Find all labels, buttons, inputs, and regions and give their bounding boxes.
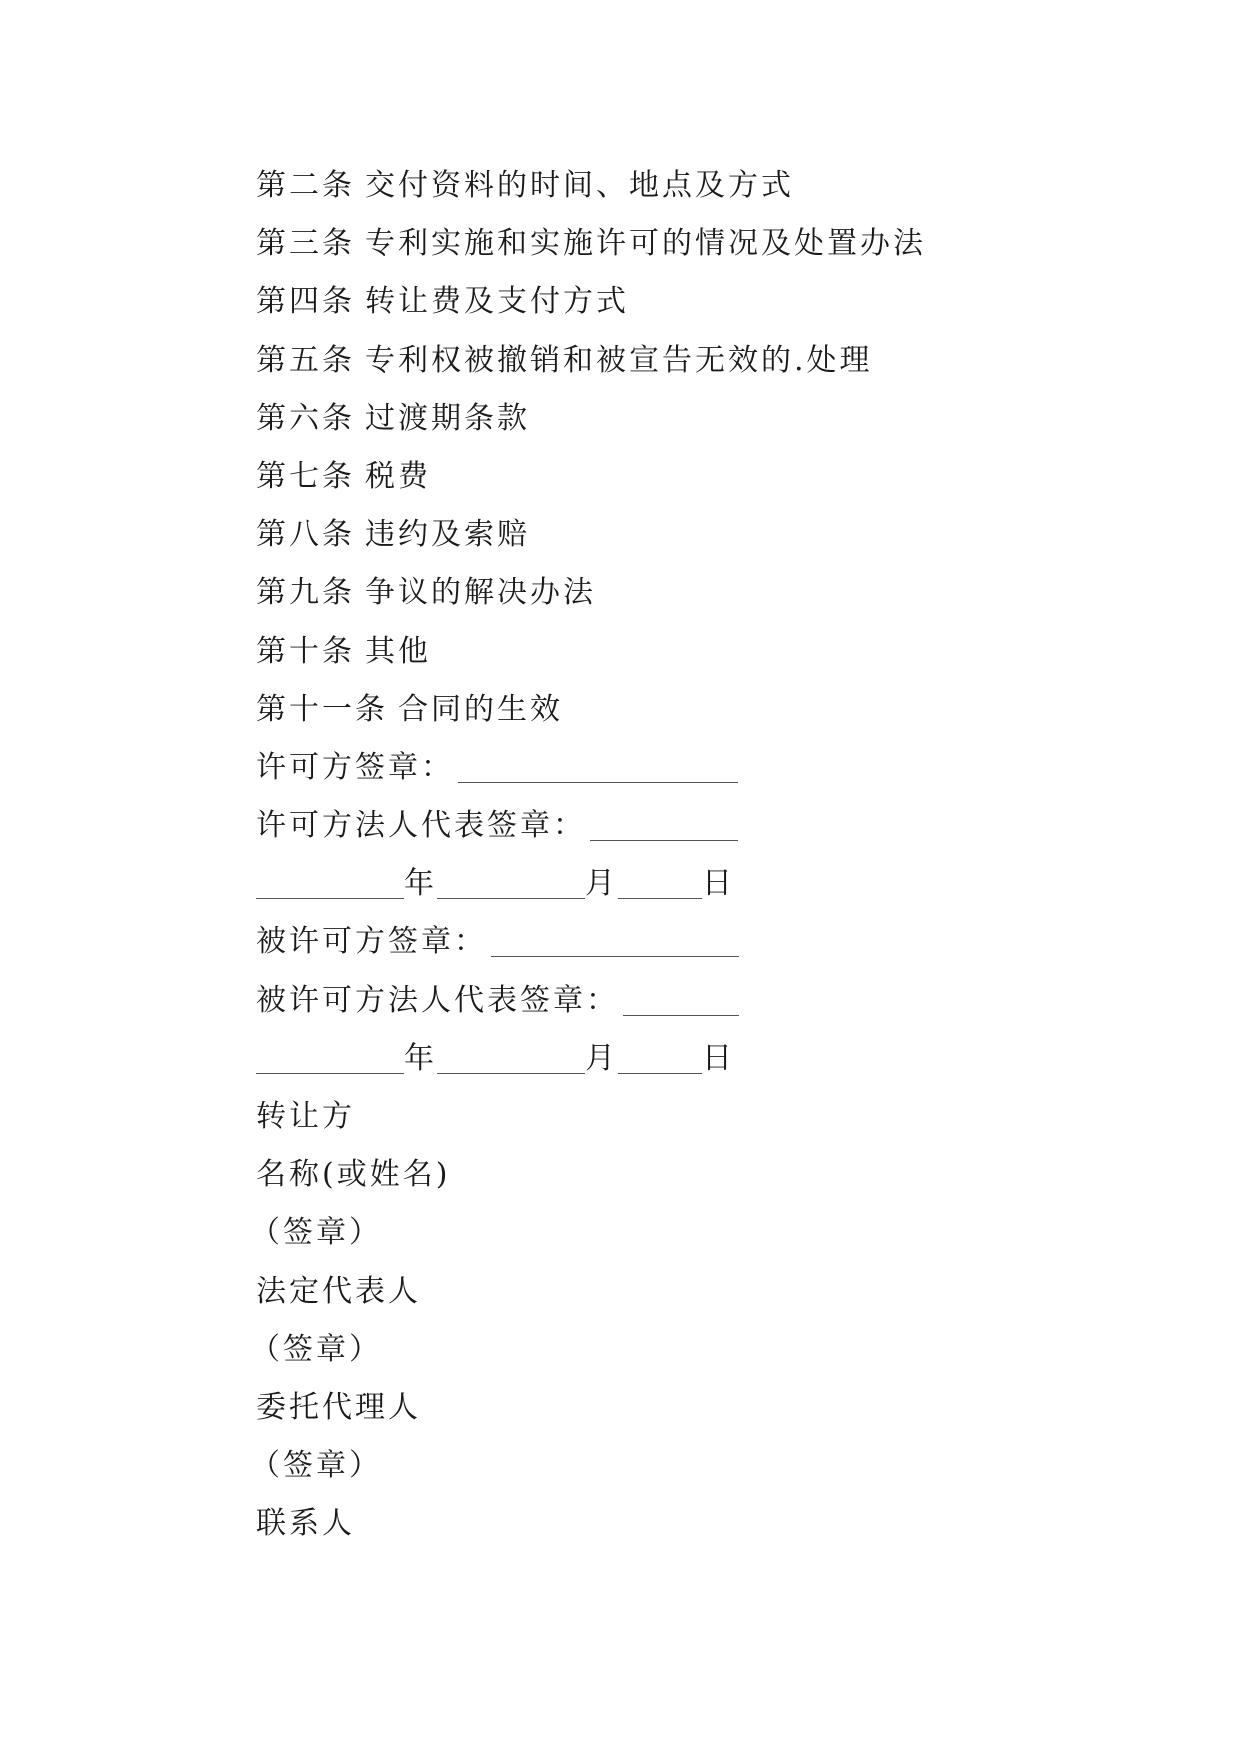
licensor-date-line <box>256 855 1016 913</box>
year-blank <box>256 1072 404 1074</box>
transferor-legal-rep: 法定代表人 <box>256 1273 421 1309</box>
day-blank <box>618 1072 702 1074</box>
article-number: 第四条 <box>256 284 355 320</box>
year-label: 年 <box>404 866 437 902</box>
article-10 <box>256 623 1016 681</box>
article-number: 第三条 <box>256 226 355 262</box>
year-blank <box>256 897 404 899</box>
article-9 <box>256 564 1016 622</box>
transferor-seal-1: （签章） <box>250 1215 382 1251</box>
transferor-contact: 联系人 <box>256 1506 355 1542</box>
article-number: 第九条 <box>256 575 355 611</box>
month-label: 月 <box>585 866 618 902</box>
article-number: 第二条 <box>256 168 355 203</box>
month-blank <box>437 1072 585 1074</box>
article-2 <box>256 157 1016 215</box>
transferor-agent: 委托代理人 <box>256 1389 421 1425</box>
article-6 <box>256 390 1016 448</box>
licensor-rep-label: 许可方法人代表签章： <box>256 808 586 844</box>
licensee-rep-label: 被许可方法人代表签章： <box>256 982 619 1018</box>
year-label: 年 <box>404 1040 437 1076</box>
article-11 <box>256 681 1016 739</box>
article-7 <box>256 448 1016 506</box>
licensee-sign-label: 被许可方签章： <box>256 924 487 960</box>
licensee-sign-blank <box>491 955 739 957</box>
transferor-seal-3: （签章） <box>250 1448 382 1484</box>
article-5 <box>256 332 1016 390</box>
licensor-sign-line <box>256 739 1016 797</box>
transferor-seal-2: （签章） <box>250 1331 382 1367</box>
licensor-sign-label: 许可方签章： <box>256 749 454 785</box>
article-title: 转让费及支付方式 <box>365 284 629 320</box>
article-title: 违约及索赔 <box>365 517 530 553</box>
day-label: 日 <box>702 1040 735 1076</box>
day-blank <box>618 897 702 899</box>
article-title: 专利权被撤销和被宣告无效的.处理 <box>365 342 873 378</box>
article-number: 第七条 <box>256 458 355 494</box>
article-title: 合同的生效 <box>398 691 563 727</box>
licensee-date-line <box>256 1030 1016 1088</box>
month-label: 月 <box>585 1040 618 1076</box>
article-4 <box>256 273 1016 331</box>
article-title: 争议的解决办法 <box>365 575 596 611</box>
transferor-heading: 转让方 <box>256 1099 355 1134</box>
day-label: 日 <box>702 866 735 902</box>
article-number: 第六条 <box>256 400 355 436</box>
article-title: 其他 <box>365 633 431 669</box>
licensee-rep-line <box>256 972 1016 1030</box>
transferor-name: 名称(或姓名) <box>256 1157 451 1193</box>
article-title: 专利实施和实施许可的情况及处置办法 <box>365 226 926 262</box>
article-number: 第十一条 <box>256 691 388 727</box>
licensee-rep-blank <box>623 1014 739 1016</box>
article-number: 第十条 <box>256 633 355 669</box>
article-title: 交付资料的时间、地点及方式 <box>365 168 794 203</box>
article-number: 第八条 <box>256 517 355 553</box>
licensee-sign-line <box>256 913 1016 971</box>
licensor-rep-line <box>256 797 1016 855</box>
article-8 <box>256 506 1016 564</box>
month-blank <box>437 897 585 899</box>
article-number: 第五条 <box>256 342 355 378</box>
licensor-sign-blank <box>458 781 738 783</box>
document-body <box>250 157 1016 1554</box>
article-3 <box>256 215 1016 273</box>
licensor-rep-blank <box>590 839 738 841</box>
article-title: 过渡期条款 <box>365 400 530 436</box>
article-title: 税费 <box>365 458 431 494</box>
